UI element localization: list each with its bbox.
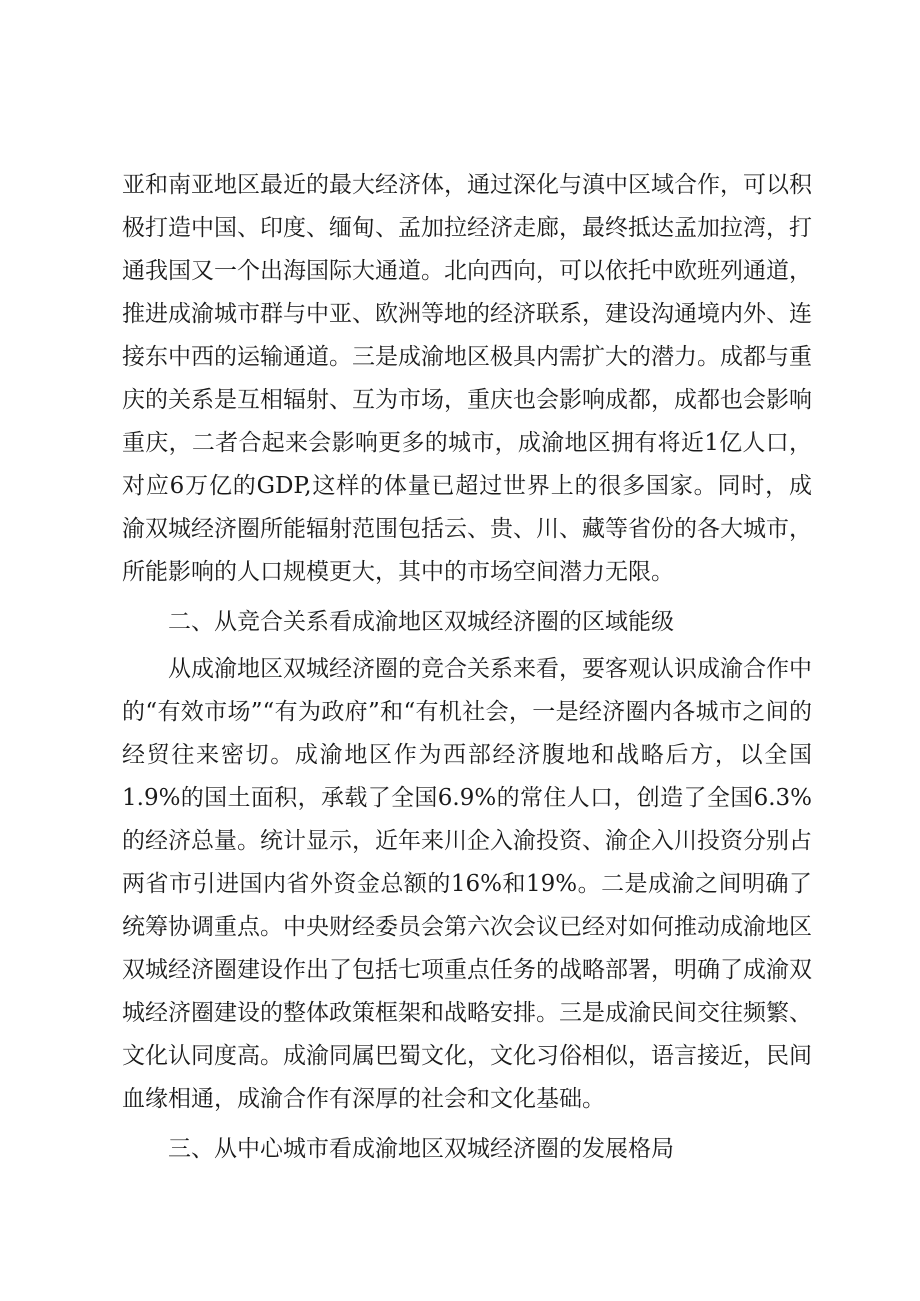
section-heading-2: 二、从竞合关系看成渝地区双城经济圈的区域能级 [168, 609, 674, 635]
document-body [122, 164, 812, 1171]
paragraph-body-2: 从成渝地区双城经济圈的竞合关系来看，要客观认识成渝合作中的“有效市场”“有为政府”和“有机社会，一是经济圈内各城市之间的经贸往来密切。成渝地区作为西部经济腹地和战略后方，以全国1.9%的国土面积，承载了全国6.9%的常住人口，创造了全国6.3%的经济总量。统计显示，近年来川企入渝投资、渝企入川投资分别占两省市引进国内省外资金总额的16%和19%。二是成渝之间明确了统筹协调重点。中央财经委员会第六次会议已经对如何推动成渝地区双城经济圈建设作出了包括七项重点任务的战略部署，明确了成渝双城经济圈建设的整体政策框架和战略安排。三是成渝民间交往频繁、文化认同度高。成渝同属巴蜀文化，文化习俗相似，语言接近，民间血缘相通，成渝合作有深厚的社会和文化基础。 [122, 656, 812, 1112]
section-heading-3: 三、从中心城市看成渝地区双城经济圈的发展格局 [168, 1136, 674, 1162]
paragraph-body-1: 亚和南亚地区最近的最大经济体，通过深化与滇中区域合作，可以积极打造中国、印度、缅甸、孟加拉经济走廊，最终抵达孟加拉湾，打通我国又一个出海国际大通道。北向西向，可以依托中欧班列通道，推进成渝城市群与中亚、欧洲等地的经济联系，建设沟通境内外、连接东中西的运输通道。三是成渝地区极具内需扩大的潜力。成都与重庆的关系是互相辐射、互为市场，重庆也会影响成都，成都也会影响重庆，二者合起来会影响更多的城市，成渝地区拥有将近1亿人口，对应6万亿的GDP,这样的体量已超过世界上的很多国家。同时，成渝双城经济圈所能辐射范围包括云、贵、川、藏等省份的各大城市，所能影响的人口规模更大，其中的市场空间潜力无限。 [122, 172, 812, 585]
